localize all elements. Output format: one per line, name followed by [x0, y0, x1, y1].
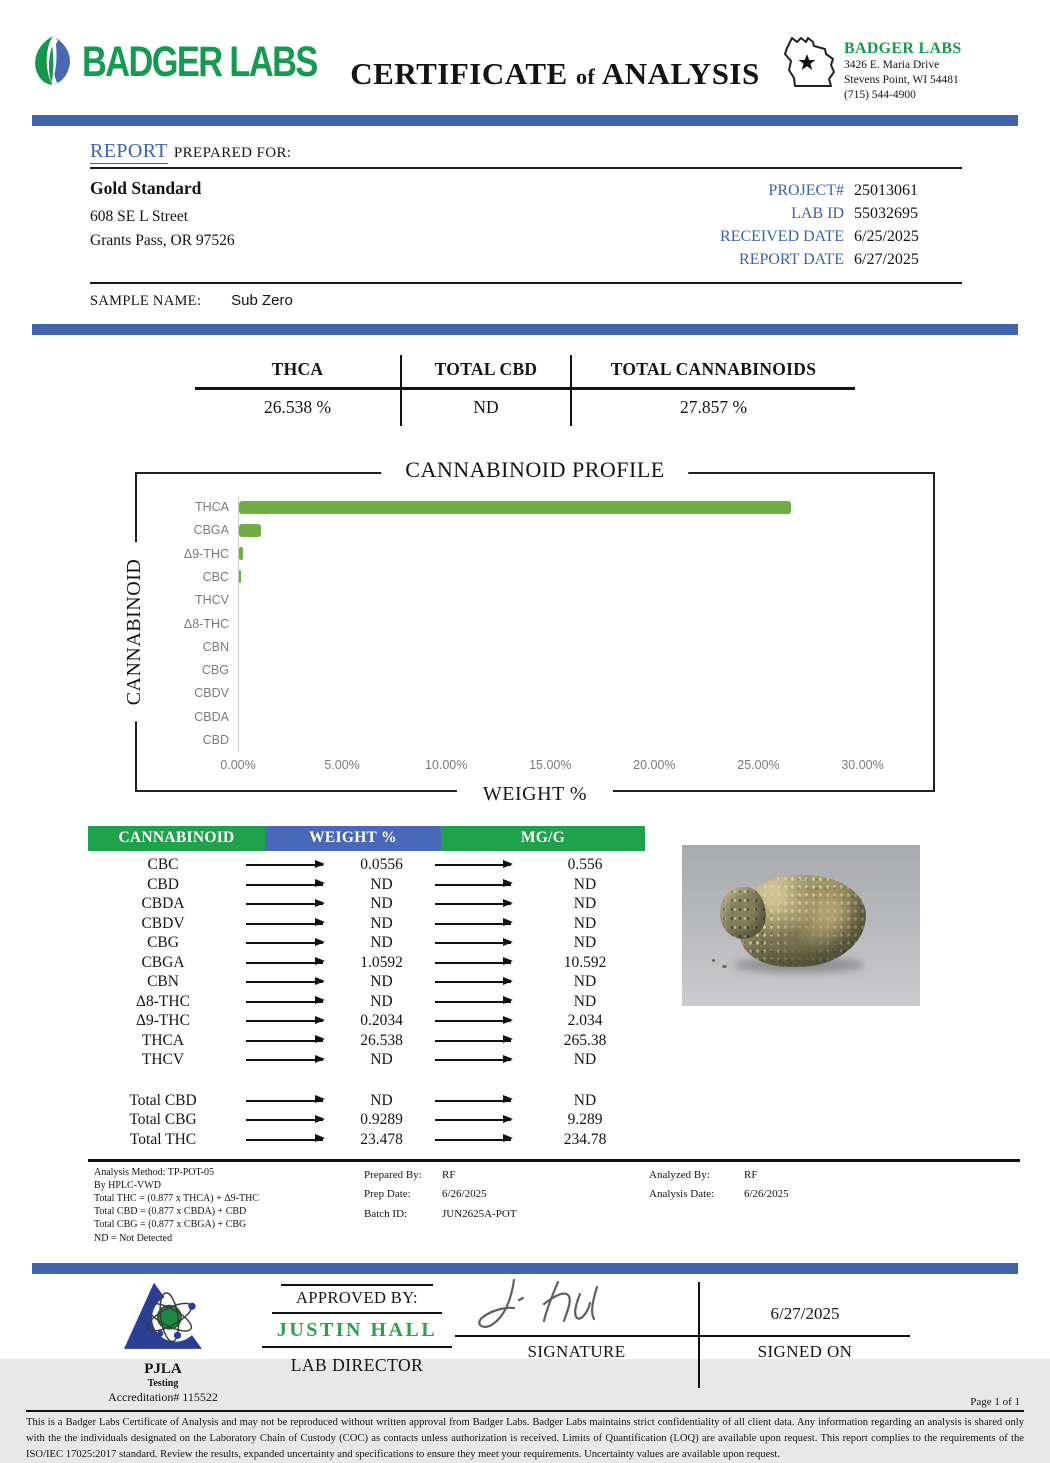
note-label: Analysis Date:	[649, 1188, 715, 1201]
chart-category-label: THCV	[194, 593, 229, 608]
chart-x-tick-label: 30.00%	[841, 757, 884, 772]
arrow-icon	[246, 903, 323, 905]
chart-bar	[239, 547, 243, 560]
arrow-icon	[435, 923, 512, 925]
meta-row	[720, 202, 962, 225]
chart-bar-row	[149, 612, 925, 635]
cannabinoid-name: Δ9-THC	[136, 1012, 190, 1030]
signed-on-label: SIGNED ON	[757, 1341, 853, 1361]
cannabinoid-name: Total THC	[129, 1130, 197, 1148]
method-notes	[88, 1166, 289, 1245]
chart-x-axis-label: WEIGHT %	[457, 783, 613, 806]
divider-bar	[32, 115, 1018, 126]
mgg-value: 9.289	[567, 1111, 603, 1129]
meta-label: REPORT DATE	[739, 251, 844, 269]
results-row	[88, 1111, 645, 1131]
sample-name-label: SAMPLE NAME:	[90, 292, 202, 309]
chart-bar	[239, 524, 261, 537]
chart-bar-area	[238, 728, 925, 751]
arrow-icon	[246, 962, 323, 964]
note-value: JUN2625A-POT	[442, 1208, 517, 1221]
method-note-line: By HPLC-VWD	[94, 1179, 161, 1191]
results-table-header	[88, 826, 645, 851]
chart-x-tick-label: 20.00%	[633, 757, 676, 772]
meta-row	[720, 248, 962, 271]
footer-divider	[26, 1410, 1024, 1412]
results-table	[88, 826, 645, 1150]
results-row	[88, 1091, 645, 1111]
chart-bar	[239, 501, 791, 514]
approved-by-label: APPROVED BY:	[272, 1286, 442, 1314]
chart-bar-row	[149, 496, 925, 519]
cannabinoid-name: CBD	[147, 875, 179, 893]
summary-cell: 26.538 %	[263, 396, 332, 417]
mgg-value: ND	[573, 1091, 597, 1109]
results-row	[88, 895, 645, 915]
lab-phone: (715) 544-4900	[844, 88, 916, 101]
method-note-line: Analysis Method: TP-POT-05	[94, 1166, 215, 1178]
sample-name-row	[90, 284, 962, 322]
mgg-value: 234.78	[563, 1130, 607, 1148]
chart-x-axis	[149, 752, 925, 778]
arrow-icon	[435, 1040, 512, 1042]
chart-bar-row	[149, 705, 925, 728]
crumb	[712, 959, 715, 962]
report-heading: REPORT PREPARED FOR:	[90, 140, 962, 169]
column-header-weight: WEIGHT %	[265, 826, 441, 851]
method-note-line: Total CBG = (0.877 x CBGA) + CBG	[94, 1219, 247, 1231]
note-pair	[649, 1185, 789, 1205]
method-note-line: ND = Not Detected	[94, 1232, 173, 1244]
analysis-notes	[88, 1159, 1020, 1245]
signature-image	[462, 1274, 672, 1337]
weight-value: ND	[370, 914, 393, 932]
arrow-icon	[435, 1119, 512, 1121]
chart-bar-row	[149, 542, 925, 565]
arrow-icon	[246, 1119, 323, 1121]
cannabis-bud-image	[720, 887, 766, 939]
pjla-accreditation-block	[88, 1280, 238, 1405]
lab-address-line2: Stevens Point, WI 54481	[844, 73, 959, 86]
chart-category-label: CBN	[202, 639, 229, 654]
method-note-line: Total CBD = (0.877 x CBDA) + CBD	[94, 1206, 247, 1218]
summary-table	[195, 355, 855, 426]
chart-y-axis-label: CANNABINOID	[122, 542, 147, 721]
sample-photo	[682, 845, 920, 1006]
cannabinoid-name: Δ8-THC	[136, 992, 190, 1010]
note-label: Analyzed By:	[649, 1168, 710, 1181]
chart-x-tick-label: 10.00%	[424, 757, 468, 772]
meta-value: 6/27/2025	[854, 251, 919, 269]
results-row	[88, 973, 645, 993]
cannabinoid-name: CBDV	[141, 914, 185, 932]
note-pair	[364, 1166, 579, 1186]
note-value: RF	[744, 1168, 758, 1181]
arrow-icon	[435, 981, 512, 983]
crumb	[722, 965, 727, 968]
brand-wordmark: BADGER LABS	[82, 38, 317, 86]
arrow-icon	[246, 1059, 323, 1061]
cannabinoid-profile-chart	[123, 456, 935, 805]
report-section	[90, 140, 962, 322]
weight-value: 23.478	[360, 1130, 403, 1148]
chart-x-tick-label: 0.00%	[220, 757, 256, 772]
chart-category-label: CBDV	[194, 686, 229, 701]
arrow-icon	[435, 1020, 512, 1022]
arrow-icon	[435, 884, 512, 886]
chart-category-label: CBG	[201, 663, 229, 678]
results-row	[88, 1051, 645, 1071]
chart-bar-row	[149, 589, 925, 612]
note-label: Prepared By:	[364, 1168, 422, 1181]
results-row	[88, 914, 645, 934]
chart-plot-area	[149, 496, 925, 752]
mgg-value: 10.592	[563, 953, 607, 971]
meta-label: LAB ID	[791, 205, 844, 222]
chart-category-label: Δ9-THC	[183, 546, 229, 561]
chart-bar-area	[238, 542, 925, 565]
note-value: 6/26/2025	[744, 1188, 789, 1201]
note-value: RF	[442, 1168, 456, 1181]
weight-value: ND	[370, 934, 393, 952]
mgg-value: ND	[573, 934, 597, 952]
footer-disclaimer: This is a Badger Labs Certificate of Analysis and may not be reproduced without written approval from Badger Labs. Badger Labs maintains strict confidentiality of all client data. Any information regarding an analysis is shared only with the the individuals designated on the Laboratory Chain of Custody (COC) as contacts unless authorization is received. Limits of Quantification (LOQ) are available upon request. This report complies to the requirements of the ISO/IEC 17025:2017 standard. Review the results, expanded uncertainty and specifications to ensure they meet your requirements. Uncertainty values are available upon request.	[26, 1416, 1024, 1460]
mgg-value: 2.034	[567, 1012, 603, 1030]
weight-value: 0.9289	[360, 1111, 403, 1129]
signature-divider	[698, 1282, 700, 1388]
cannabinoid-name: CBDA	[141, 895, 185, 913]
weight-value: 0.0556	[360, 856, 403, 874]
chart-x-tick-label: 15.00%	[529, 757, 572, 772]
cannabinoid-name: CBG	[147, 934, 179, 952]
prep-notes	[364, 1166, 579, 1245]
cannabinoid-name: CBGA	[141, 953, 185, 971]
chart-bar-area	[238, 565, 925, 588]
results-row	[88, 1130, 645, 1150]
note-value: 6/26/2025	[442, 1188, 487, 1201]
meta-row	[720, 225, 962, 248]
chart-bar-area	[238, 682, 925, 705]
approver-name: JUSTIN HALL	[262, 1314, 452, 1348]
meta-value: 55032695	[854, 205, 918, 222]
arrow-icon	[435, 962, 512, 964]
arrow-icon	[435, 1139, 512, 1141]
note-pair	[364, 1205, 579, 1225]
note-label: Batch ID:	[364, 1208, 408, 1221]
client-address2: Grants Pass, OR 97526	[90, 231, 235, 249]
cannabinoid-name: THCV	[141, 1051, 185, 1069]
mgg-value: ND	[573, 1051, 597, 1069]
arrow-icon	[246, 864, 323, 866]
chart-category-label: CBDA	[194, 709, 229, 724]
sample-name-value: Sub Zero	[231, 291, 293, 309]
chart-category-label: THCA	[194, 500, 229, 515]
page-title: CERTIFICATE of ANALYSIS	[350, 56, 760, 91]
weight-value: ND	[370, 875, 393, 893]
approved-by-block	[262, 1284, 452, 1376]
arrow-icon	[435, 1100, 512, 1102]
summary-cell: ND	[400, 390, 570, 426]
weight-value: ND	[370, 973, 393, 991]
analysis-meta-notes	[649, 1166, 789, 1245]
mgg-value: 265.38	[563, 1031, 607, 1049]
lab-name: BADGER LABS	[844, 40, 962, 57]
chart-bar-area	[238, 705, 925, 728]
chart-title: CANNABINOID PROFILE	[381, 457, 688, 483]
mgg-value: ND	[573, 973, 597, 991]
arrow-icon	[435, 864, 512, 866]
chart-bar-area	[238, 519, 925, 542]
mgg-value: 0.556	[567, 856, 603, 874]
chart-x-tick-label: 25.00%	[737, 757, 780, 772]
summary-cell: TOTAL CANNABINOIDS	[570, 355, 855, 387]
arrow-icon	[246, 1001, 323, 1003]
weight-value: ND	[370, 992, 393, 1010]
chart-bar-area	[238, 635, 925, 658]
chart-category-label: Δ8-THC	[183, 616, 229, 631]
weight-value: 0.2034	[360, 1012, 403, 1030]
signature-label: SIGNATURE	[527, 1341, 626, 1361]
column-header-mgg: MG/G	[441, 826, 645, 851]
badger-labs-logo	[30, 34, 330, 91]
signed-on-date: 6/27/2025	[770, 1303, 840, 1323]
meta-value: 25013061	[854, 181, 918, 199]
chart-bar-area	[238, 589, 925, 612]
page-number: Page 1 of 1	[970, 1395, 1020, 1408]
results-row	[88, 992, 645, 1012]
leaf-logo-icon	[30, 34, 76, 91]
cannabinoid-name: THCA	[141, 1031, 185, 1049]
results-row	[88, 875, 645, 895]
chart-bar-row	[149, 565, 925, 588]
signature-line	[455, 1335, 910, 1337]
arrow-icon	[246, 1139, 323, 1141]
cannabinoid-name: Total CBG	[129, 1111, 197, 1129]
chart-bar-area	[238, 496, 925, 519]
summary-cell: THCA	[271, 358, 324, 379]
wisconsin-state-icon	[780, 34, 840, 95]
mgg-value: ND	[573, 875, 597, 893]
mgg-value: ND	[573, 895, 597, 913]
lab-contact-block	[780, 34, 1022, 103]
note-pair	[649, 1166, 789, 1186]
meta-label: RECEIVED DATE	[720, 228, 844, 246]
cannabinoid-name: Total CBD	[129, 1091, 197, 1109]
method-note-line: Total THC = (0.877 x THCA) + Δ9-THC	[94, 1192, 259, 1204]
arrow-icon	[246, 1020, 323, 1022]
chart-bar-row	[149, 682, 925, 705]
arrow-icon	[246, 1100, 323, 1102]
chart-category-label: CBGA	[193, 523, 229, 538]
cannabinoid-name: CBC	[147, 856, 179, 874]
results-row	[88, 934, 645, 954]
meta-row	[720, 179, 962, 202]
pjla-accreditation-number: Accreditation# 115522	[108, 1389, 218, 1404]
approver-title: LAB DIRECTOR	[290, 1354, 424, 1375]
chart-bar-row	[149, 519, 925, 542]
client-block	[90, 178, 235, 272]
arrow-icon	[246, 884, 323, 886]
weight-value: ND	[370, 1051, 393, 1069]
note-pair	[364, 1185, 579, 1205]
summary-cell: 27.857 %	[570, 390, 855, 426]
pjla-org: PJLA	[144, 1360, 182, 1377]
results-row	[88, 1012, 645, 1032]
client-address1: 608 SE L Street	[90, 207, 189, 225]
report-meta	[720, 178, 962, 272]
divider-bar	[32, 324, 1018, 335]
meta-label: PROJECT#	[768, 181, 844, 199]
arrow-icon	[246, 942, 323, 944]
results-row	[88, 856, 645, 876]
chart-category-label: CBD	[202, 732, 229, 747]
chart-bar-row	[149, 658, 925, 681]
arrow-icon	[246, 1040, 323, 1042]
arrow-icon	[435, 1001, 512, 1003]
weight-value: 1.0592	[360, 953, 403, 971]
note-label: Prep Date:	[364, 1188, 411, 1201]
summary-cell: TOTAL CBD	[400, 355, 570, 387]
arrow-icon	[246, 923, 323, 925]
cannabinoid-name: CBN	[147, 973, 179, 991]
chart-bar-area	[238, 612, 925, 635]
mgg-value: ND	[573, 992, 597, 1010]
client-name: Gold Standard	[90, 177, 202, 198]
chart-bar-area	[238, 658, 925, 681]
chart-bar-row	[149, 728, 925, 751]
weight-value: 26.538	[360, 1031, 403, 1049]
chart-bar	[239, 570, 241, 583]
arrow-icon	[435, 903, 512, 905]
mgg-value: ND	[573, 914, 597, 932]
column-header-cannabinoid: CANNABINOID	[88, 826, 265, 851]
arrow-icon	[435, 942, 512, 944]
weight-value: ND	[370, 1091, 393, 1109]
arrow-icon	[246, 981, 323, 983]
divider-bar	[32, 1263, 1018, 1274]
lab-address-line1: 3426 E. Maria Drive	[844, 59, 940, 71]
chart-bar-row	[149, 635, 925, 658]
results-row	[88, 953, 645, 973]
chart-category-label: CBC	[202, 569, 229, 584]
header	[0, 0, 1050, 103]
chart-x-tick-label: 5.00%	[324, 757, 360, 772]
arrow-icon	[435, 1059, 512, 1061]
pjla-program: Testing	[147, 1377, 179, 1389]
meta-value: 6/25/2025	[854, 228, 919, 246]
weight-value: ND	[370, 895, 393, 913]
results-row	[88, 1031, 645, 1051]
pjla-logo-icon	[117, 1345, 209, 1362]
